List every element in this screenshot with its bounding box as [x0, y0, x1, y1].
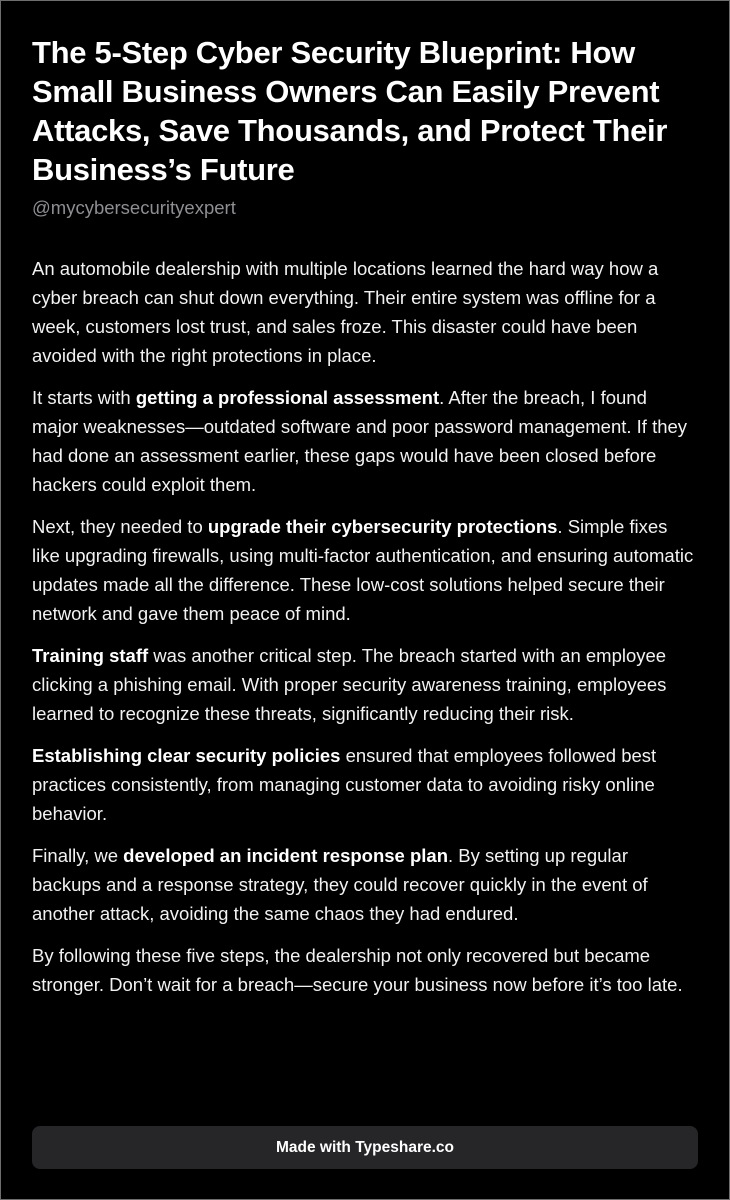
- post-title: The 5-Step Cyber Security Blueprint: How Small Business Owners Can Easily Prevent Attacks, Save Thousands, and Protect Their Business’s Future: [32, 35, 668, 187]
- paragraph-text: It starts with: [32, 387, 136, 408]
- paragraph-incident-plan: [32, 841, 698, 928]
- paragraph-text: ensured that employees followed best practices consistently, from managing customer data to avoiding risky online behavior.: [32, 745, 657, 824]
- paragraph-text: By following these five steps, the dealership not only recovered but became stronger. Don’t wait for a breach—secure your business now before it’s too late.: [32, 945, 683, 995]
- paragraph-assessment: [32, 383, 698, 499]
- paragraph-training: [32, 641, 698, 728]
- bold-phrase: getting a professional assessment: [135, 387, 440, 408]
- post-body: [32, 254, 698, 999]
- paragraph-text: . After the breach, I found major weaknesses—outdated software and poor password management. If they had done an assessment earlier, these gaps would have been closed before hackers could exploit them.: [32, 387, 688, 495]
- paragraph-intro: [32, 254, 698, 370]
- footer-label: Made with Typeshare.co: [275, 1138, 454, 1156]
- paragraph-text: . By setting up regular backups and a response strategy, they could recover quickly in the event of another attack, avoiding the same chaos they had endured.: [32, 845, 648, 924]
- bold-phrase: developed an incident response plan: [123, 845, 449, 866]
- paragraph-text: . Simple fixes like upgrading firewalls, using multi-factor authentication, and ensuring automatic updates made all the difference. These low-cost solutions helped secure their network and gave them peace of mind.: [32, 516, 694, 624]
- paragraph-policies: [32, 741, 698, 828]
- paragraph-conclusion: [32, 941, 698, 999]
- author-handle[interactable]: @mycybersecurityexpert: [32, 197, 236, 218]
- paragraph-text: Finally, we: [32, 845, 124, 866]
- paragraph-text: An automobile dealership with multiple locations learned the hard way how a cyber breach can shut down everything. Their entire system was offline for a week, customers lost trust, and sales froze. This disaster could have been avoided with the right protections in place.: [32, 258, 659, 366]
- paragraph-text: was another critical step. The breach started with an employee clicking a phishing email. With proper security awareness training, employees learned to recognize these threats, significantly reducing their risk.: [32, 645, 667, 724]
- made-with-typeshare-badge[interactable]: [32, 1126, 698, 1169]
- bold-phrase: Training staff: [32, 645, 149, 666]
- paragraph-protections: [32, 512, 698, 628]
- paragraph-text: Next, they needed to: [32, 516, 208, 537]
- bold-phrase: upgrade their cybersecurity protections: [207, 516, 558, 537]
- bold-phrase: Establishing clear security policies: [32, 745, 341, 766]
